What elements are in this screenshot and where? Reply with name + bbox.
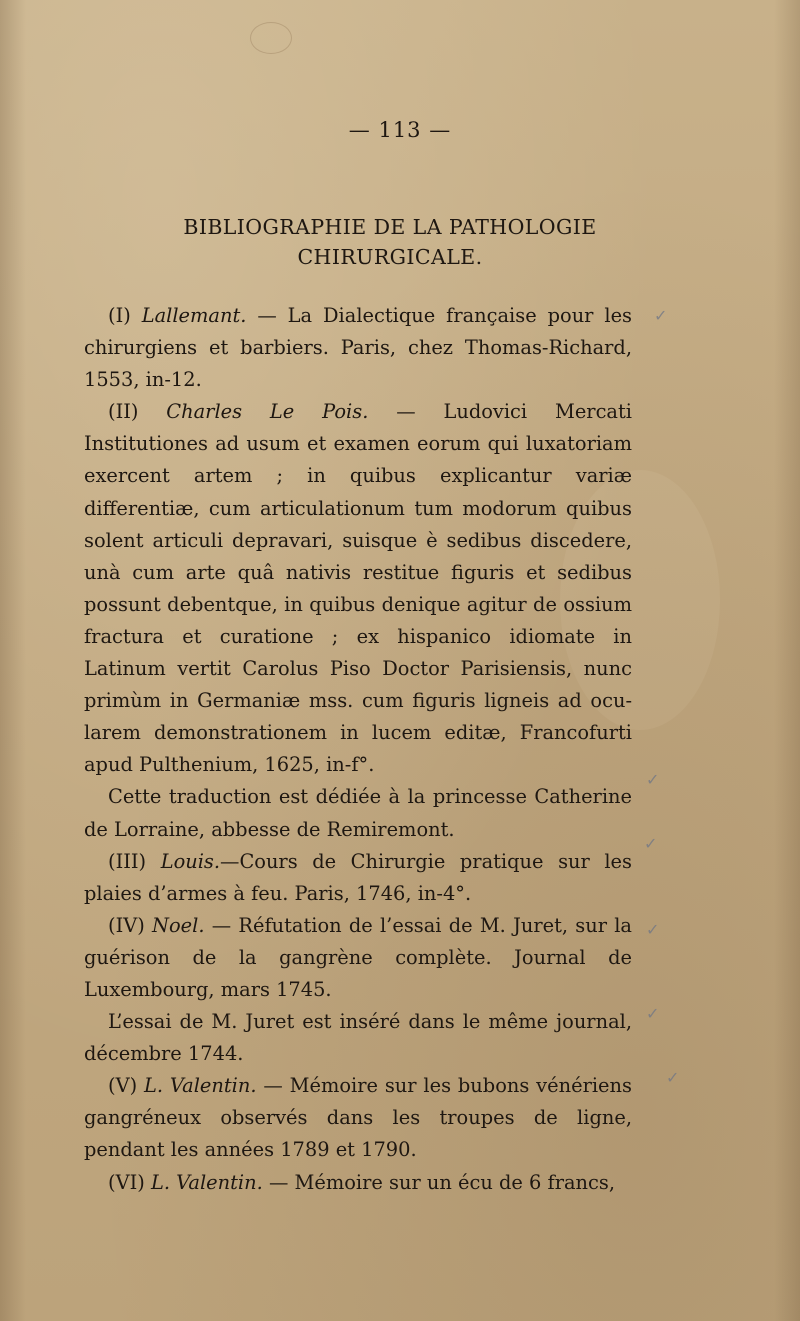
entry-text: — La Dialectique française pour les chirurgiens et barbiers. Paris, chez Thomas-Richard, 1553, in-12. <box>84 304 632 392</box>
entry-author: Louis. <box>160 849 221 873</box>
paper-stain <box>250 22 292 54</box>
entry-text: — Réfutation de l’essai de M. Juret, sur la guérison de la gangrène complète. Journal de Luxembourg, mars 1745. <box>84 913 632 1001</box>
pencil-check-icon: ✓ <box>646 1004 660 1023</box>
entry-author: L. Valentin. <box>144 1074 257 1098</box>
right-edge-shadow <box>774 0 800 1321</box>
bibliography-entry-5 <box>84 1070 632 1166</box>
entry-ref: (IV) <box>108 913 153 937</box>
pencil-check-icon: ✓ <box>646 920 660 939</box>
pencil-check-icon: ✓ <box>646 770 660 789</box>
entry-author: L. Valentin. <box>150 1170 263 1194</box>
entry-text: Cette traduction est dédiée à la princesse Catherine de Lorraine, abbesse de Remiremont. <box>84 785 632 841</box>
entry-text: —Cours de Chirurgie pratique sur les plaies d’armes à feu. Paris, 1746, in-4°. <box>84 849 632 905</box>
entry-ref: (V) <box>108 1074 144 1098</box>
entry-text: — Ludovici Mercati Institutiones ad usum et examen eorum qui luxatoriam exercent artem ; in quibus explicantur variæ differentiæ, cum articulationum tum modorum quibus solent articuli depravari, suisque è sedibus discedere, unà cum arte quâ nativis restitue figuris et sedibus possunt debentque, in quibus denique agitur de ossium fractura et curatione ; ex hispanico idiomate in Latinum vertit Carolus Piso Doctor Parisiensis, nunc primùm in Germaniæ mss. cum figuris ligneis ad ocularem demonstrationem in lucem editæ, Francofurti apud Pulthenium, 1625, in-f°. <box>84 400 632 777</box>
title-line-1: BIBLIOGRAPHIE DE LA PATHOLOGIE <box>183 215 597 239</box>
entry-author: Lallemant. <box>141 304 247 327</box>
entry-text: L’essai de M. Juret est inséré dans le même journal, décembre 1744. <box>84 1010 632 1066</box>
entry-text: — Mémoire sur les bubons vénériens gangréneux observés dans les troupes de ligne, pendant les années 1789 et 1790. <box>84 1074 632 1162</box>
bibliography-body <box>84 300 632 1199</box>
bibliography-entry-6 <box>84 1167 632 1199</box>
bibliography-entry-2 <box>84 396 632 781</box>
left-edge-shadow <box>0 0 26 1321</box>
pencil-check-icon: ✓ <box>666 1068 680 1087</box>
entry-ref: (I) <box>108 304 142 327</box>
bibliography-note-1 <box>84 781 632 845</box>
bibliography-entry-4 <box>84 910 632 1006</box>
page-title <box>100 212 680 272</box>
entry-ref: (II) <box>108 400 167 424</box>
entry-author: Noel. <box>152 913 205 937</box>
pencil-check-icon: ✓ <box>654 306 668 325</box>
entry-ref: (III) <box>108 849 161 873</box>
entry-ref: (VI) <box>108 1170 151 1194</box>
title-line-2: CHIRURGICALE. <box>297 245 483 269</box>
bibliography-note-2 <box>84 1006 632 1070</box>
pencil-check-icon: ✓ <box>644 834 658 853</box>
page-number: — 113 — <box>348 118 452 142</box>
entry-author: Charles Le Pois. <box>166 400 369 424</box>
bibliography-entry-1 <box>84 300 632 396</box>
bibliography-entry-3 <box>84 846 632 910</box>
entry-text: — Mémoire sur un écu de 6 francs, <box>262 1170 616 1194</box>
